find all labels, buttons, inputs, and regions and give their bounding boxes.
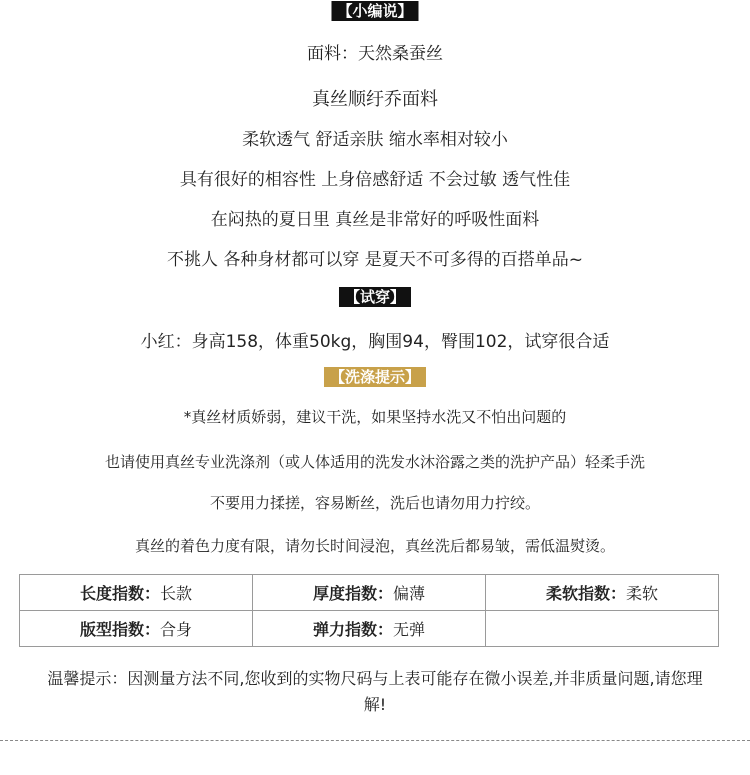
fabric-subtitle: 真丝顺纡乔面料 [312, 89, 438, 110]
feature-line: 在闷热的夏日里 真丝是非常好的呼吸性面料 [210, 210, 540, 230]
dashed-divider [0, 740, 750, 741]
feature-line: 柔软透气 舒适亲肤 缩水率相对较小 [242, 130, 508, 150]
spec-cell-thickness: 厚度指数：偏薄 [253, 575, 486, 611]
section-title-try-on: 【试穿】 [339, 287, 411, 307]
spec-cell-elasticity: 弹力指数：无弹 [253, 611, 486, 647]
washing-line: 也请使用真丝专业洗涤剂（或人体适用的洗发水沐浴露之类的洗护产品）轻柔手洗 [104, 453, 645, 471]
washing-line: *真丝材质娇弱，建议干洗，如果坚持水洗又不怕出问题的 [183, 408, 567, 426]
notice-line: 温馨提示：因测量方法不同,您收到的实物尺码与上表可能存在微小误差,并非质量问题,请您理 [47, 669, 703, 688]
spec-cell-softness: 柔软指数：柔软 [486, 575, 719, 611]
section-title-editor-says: 【小编说】 [331, 1, 418, 21]
feature-line: 不挑人 各种身材都可以穿 是夏天不可多得的百搭单品~ [166, 250, 584, 270]
table-row [20, 611, 719, 647]
notice-line: 解! [363, 695, 387, 714]
spec-cell-fit: 版型指数：合身 [20, 611, 253, 647]
spec-table [19, 574, 719, 647]
feature-line: 具有很好的相容性 上身倍感舒适 不会过敏 透气性佳 [179, 170, 571, 190]
try-on-text: 小红：身高158，体重50kg，胸围94，臀围102，试穿很合适 [140, 332, 610, 352]
table-row [20, 575, 719, 611]
measurement-notice [0, 666, 750, 718]
washing-line: 真丝的着色力度有限，请勿长时间浸泡，真丝洗后都易皱，需低温熨烫。 [134, 537, 615, 555]
spec-cell-empty [486, 611, 719, 647]
section-title-washing: 【洗涤提示】 [324, 367, 426, 387]
washing-line: 不要用力揉搓，容易断丝，洗后也请勿用力拧绞。 [209, 494, 540, 512]
fabric-line: 面料：天然桑蚕丝 [307, 44, 443, 64]
spec-cell-length: 长度指数：长款 [20, 575, 253, 611]
